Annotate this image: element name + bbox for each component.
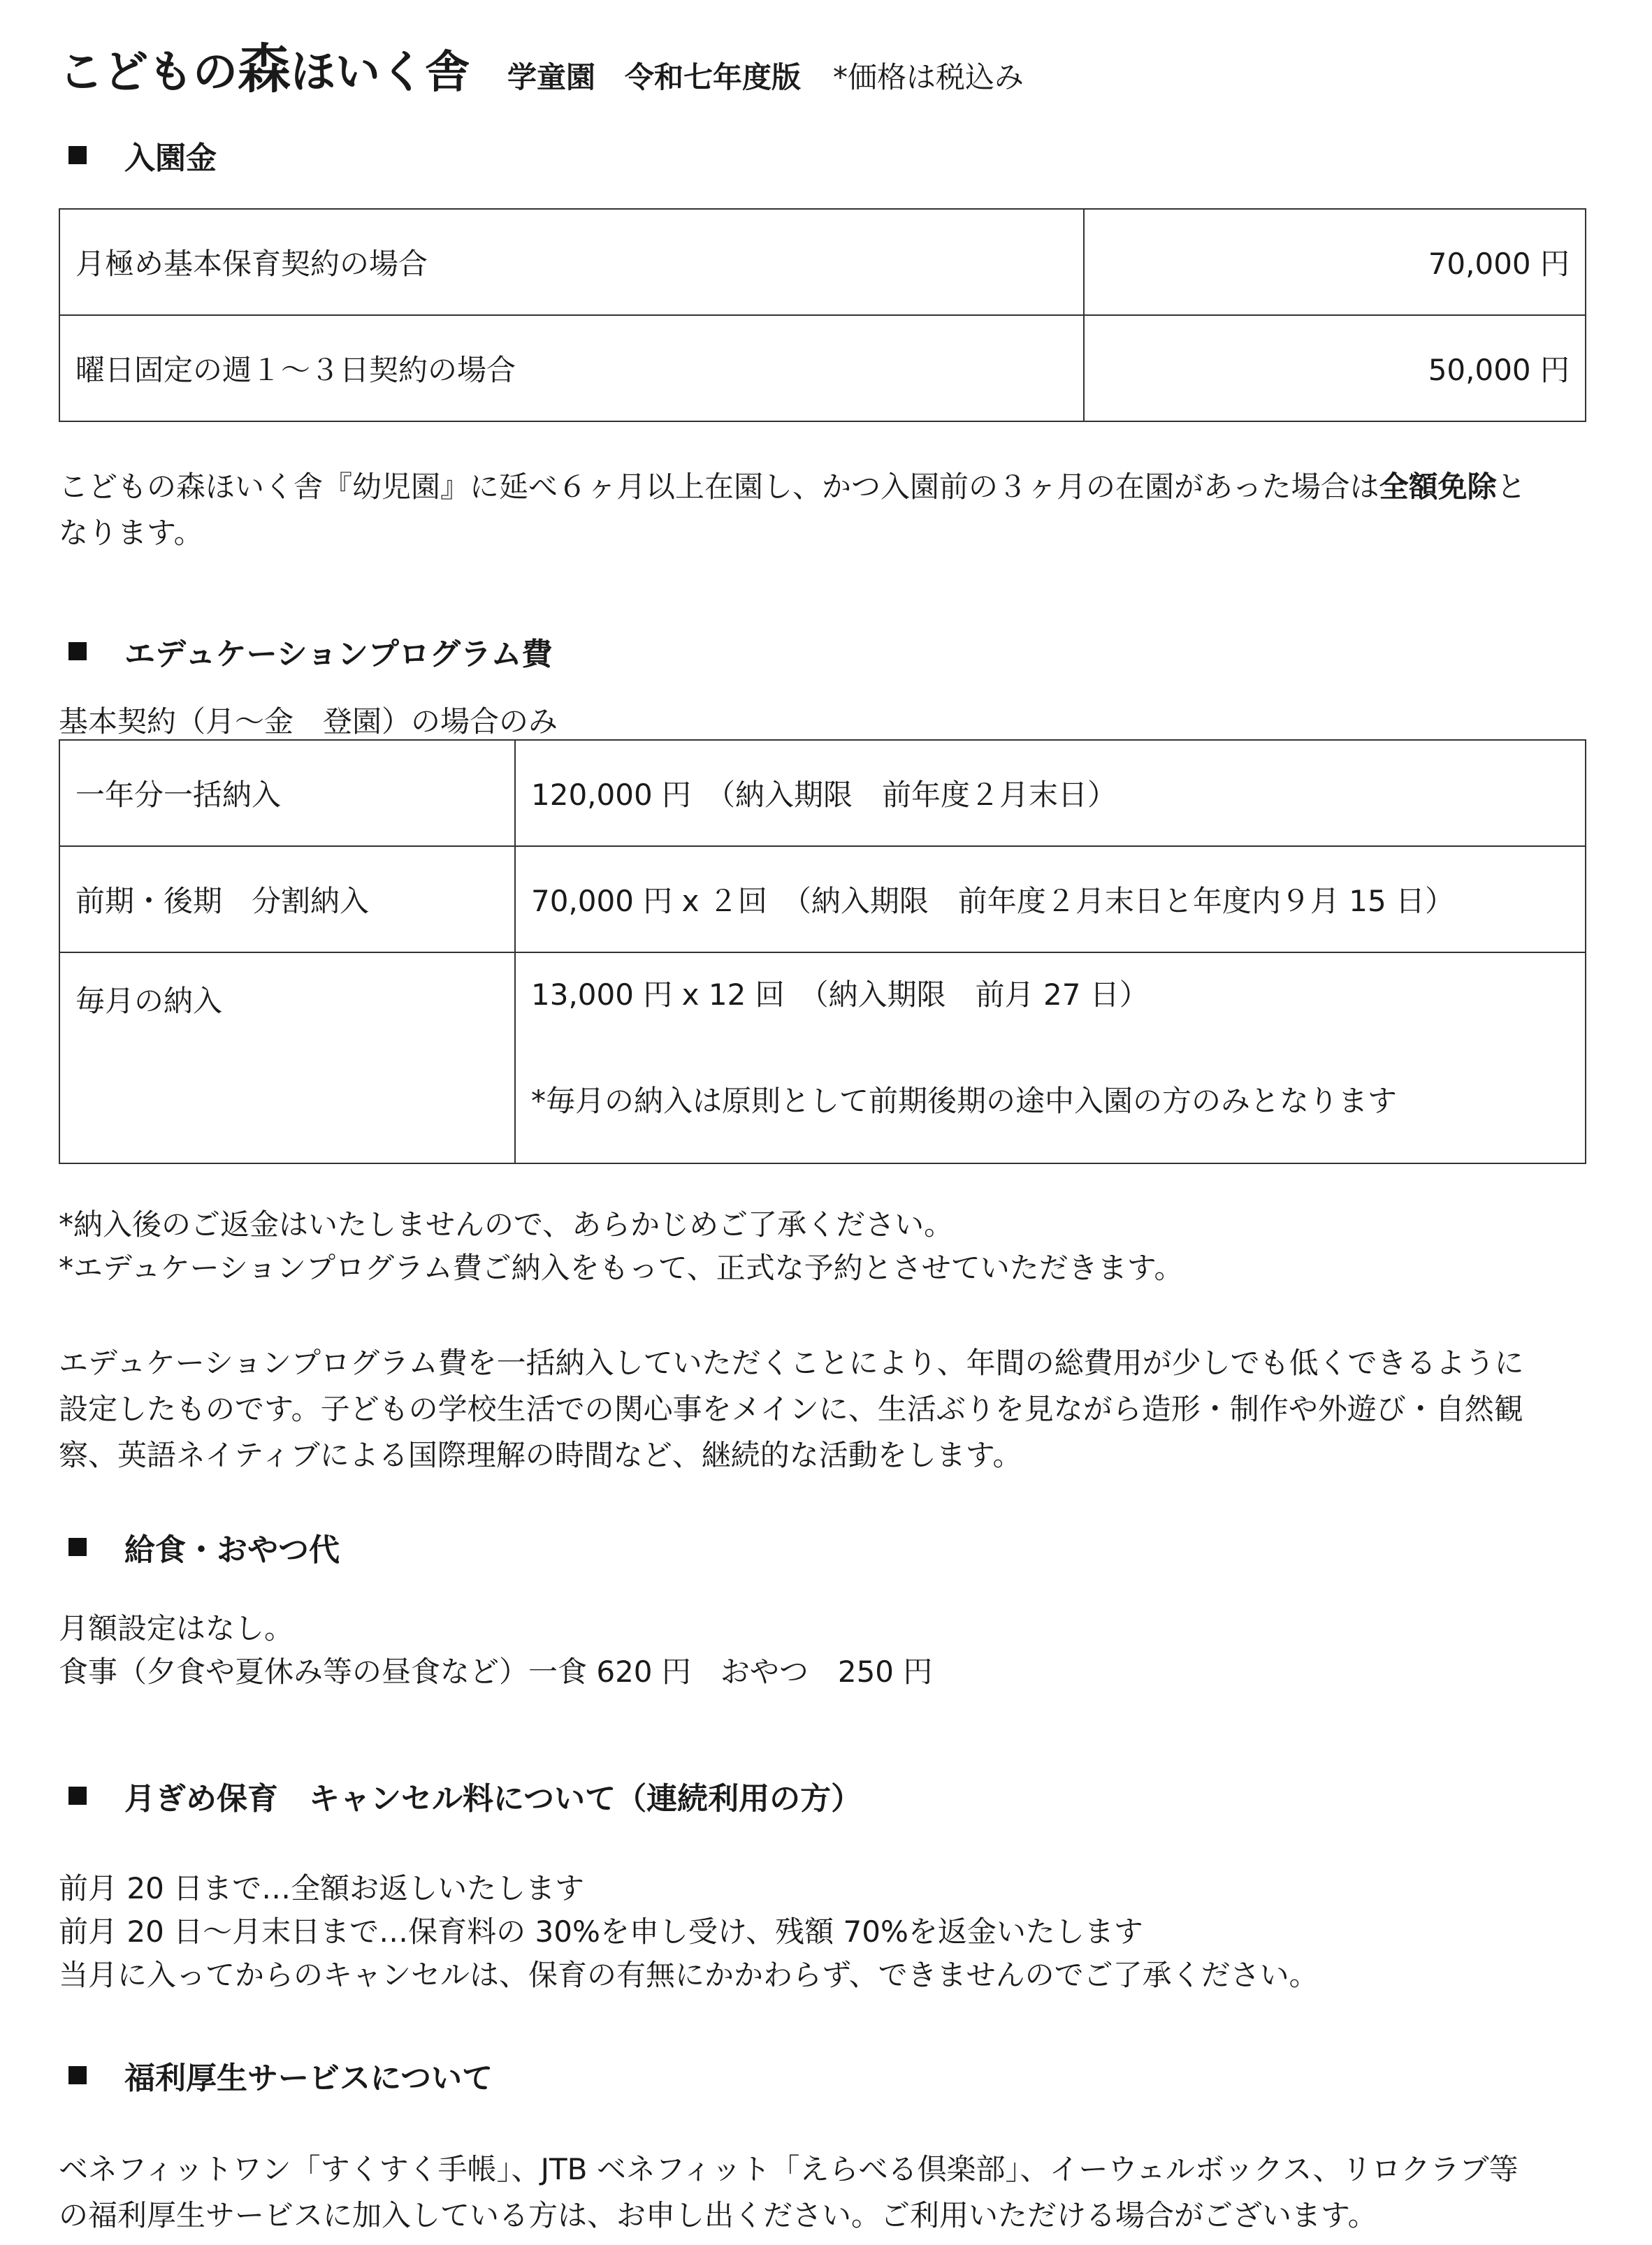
section-heading-meals: 給食・おやつ代 — [59, 1525, 340, 1569]
tax-note: *価格は税込み — [833, 60, 1024, 94]
section-heading-education: エデュケーションプログラム費 — [59, 629, 552, 674]
table-row — [59, 209, 1586, 315]
enrollment-exemption-note: こどもの森ほいく舎『幼児園』に延べ６ヶ月以上在園し、かつ入園前の３ヶ月の在園があった場合は全額免除と なります。 — [59, 470, 1526, 550]
payment-detail: 70,000 円 x ２回 （納入期限 前年度２月末日と年度内９月 15 日） — [515, 846, 1586, 952]
fee-label: 曜日固定の週１～３日契約の場合 — [59, 315, 1084, 421]
square-bullet-icon — [68, 1538, 87, 1556]
square-bullet-icon — [68, 146, 87, 164]
section-heading-cancellation: 月ぎめ保育 キャンセル料について（連続利用の方） — [59, 1773, 862, 1818]
cancellation-text: 前月 20 日まで…全額お返しいたします 前月 20 日～月末日まで…保育料の 30%を申し受け、残額 70%を返金いたします 当月に入ってからのキャンセルは、保育の有無にかかわらず、できませんのでご了承ください。 — [59, 1871, 1319, 1992]
payment-detail-note: *毎月の納入は原則として前期後期の途中入園の方のみとなります — [531, 1084, 1398, 1118]
document-subtitle: 学童園 令和七年度版 — [507, 60, 802, 94]
square-bullet-icon — [68, 642, 87, 660]
fee-amount: 70,000 円 — [1084, 209, 1586, 315]
enrollment-fee-table — [59, 208, 1586, 422]
meals-text: 月額設定はなし。 食事（夕食や夏休み等の昼食など）一食 620 円 おやつ 250 円 — [59, 1611, 933, 1689]
fee-amount: 50,000 円 — [1084, 315, 1586, 421]
square-bullet-icon — [68, 2066, 87, 2084]
education-fee-table — [59, 739, 1586, 1164]
education-description: エデュケーションプログラム費を一括納入していただくことにより、年間の総費用が少しでも低くできるように 設定したものです。子どもの学校生活での関心事をメインに、生活ぶりを見ながら造形・制作や外遊び・自然観 察、英語ネイティブによる国際理解の時間など、継続的な活動をします。 — [59, 1346, 1524, 1472]
table-row — [59, 740, 1586, 846]
fee-label: 月極め基本保育契約の場合 — [59, 209, 1084, 315]
payment-detail: 13,000 円 x 12 回 （納入期限 前月 27 日） *毎月の納入は原則として前期後期の途中入園の方のみとなります — [515, 952, 1586, 1163]
education-caption: 基本契約（月～金 登園）の場合のみ — [59, 704, 558, 739]
payment-method: 前期・後期 分割納入 — [59, 846, 515, 952]
document-title — [59, 27, 1024, 103]
payment-method: 毎月の納入 — [59, 952, 515, 1163]
brand-name: こどもの森ほいく舎 — [59, 38, 470, 100]
square-bullet-icon — [68, 1787, 87, 1805]
table-row — [59, 315, 1586, 421]
education-notes: *納入後のご返金はいたしませんので、あらかじめご了承ください。 *エデュケーションプログラム費ご納入をもって、正式な予約とさせていただきます。 — [59, 1207, 1184, 1285]
section-heading-enrollment: 入園金 — [59, 133, 217, 177]
payment-detail: 120,000 円 （納入期限 前年度２月末日） — [515, 740, 1586, 846]
table-row — [59, 952, 1586, 1163]
table-row — [59, 846, 1586, 952]
welfare-text: ベネフィットワン「すくすく手帳」、JTB ベネフィット「えらべる倶楽部」、イーウェルボックス、リロクラブ等 の福利厚生サービスに加入している方は、お申し出ください。ご利用いただける場合がございます。 — [59, 2152, 1519, 2232]
section-heading-welfare: 福利厚生サービスについて — [59, 2053, 493, 2098]
payment-method: 一年分一括納入 — [59, 740, 515, 846]
